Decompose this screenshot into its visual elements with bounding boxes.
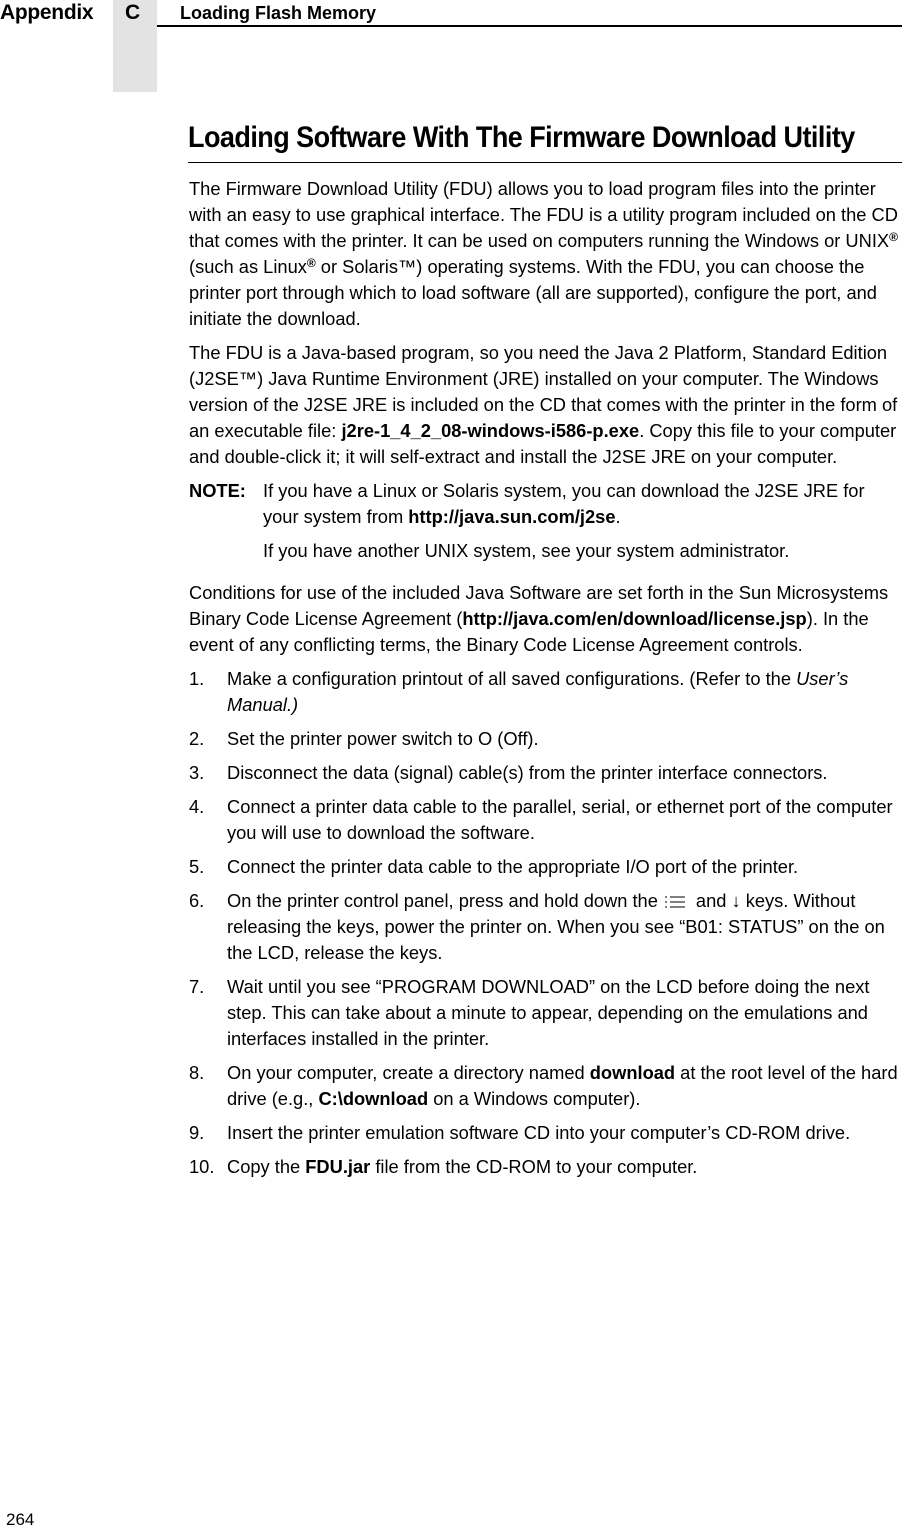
menu-key-icon <box>664 895 686 909</box>
step-list <box>189 666 902 1180</box>
note-block <box>189 478 902 572</box>
page-title: Loading Software With The Firmware Download Utility <box>188 121 855 154</box>
list-item: 3. Disconnect the data (signal) cable(s) from the printer interface connectors. <box>189 762 828 783</box>
list-item: 4. Connect a printer data cable to the parallel, serial, or ethernet port of the computer you will use to download the software. <box>189 796 893 843</box>
header-section-title: Loading Flash Memory <box>180 3 377 23</box>
note-label: NOTE: <box>189 480 246 501</box>
note-body: If you have a Linux or Solaris system, you can download the J2SE JRE for your system from http://java.sun.com/j2se. If you have another UNIX system, see your system administrator. <box>263 480 865 561</box>
list-item: 10. Copy the FDU.jar file from the CD-ROM to your computer. <box>189 1156 698 1177</box>
list-item: 6. On the printer control panel, press and hold down the and ↓ keys. Without releasing the keys, power the printer on. When you see “B01: STATUS” on the on the LCD, release the keys. <box>189 890 885 963</box>
list-item: 1. Make a configuration printout of all saved configurations. (Refer to the User’s Manual.) <box>189 668 849 715</box>
list-item: 5. Connect the printer data cable to the appropriate I/O port of the printer. <box>189 856 799 877</box>
list-item: 9. Insert the printer emulation software CD into your computer’s CD-ROM drive. <box>189 1122 851 1143</box>
license-paragraph: Conditions for use of the included Java Software are set forth in the Sun Microsystems Binary Code License Agreement (http://java.com/en/download/license.jsp). In the event of any conflicting terms, the Binary Code License Agreement controls. <box>189 582 889 655</box>
jre-paragraph: The FDU is a Java-based program, so you need the Java 2 Platform, Standard Edition (J2SE™) Java Runtime Environment (JRE) installed on your computer. The Windows version of the J2SE JRE is included on the CD that comes with the printer in the form of an executable file: j2re-1_4_2_08-windows-i586-p.exe. Copy this file to your computer and double-click it; it will self-extract and install the J2SE JRE on your computer. <box>189 342 898 467</box>
intro-paragraph: The Firmware Download Utility (FDU) allows you to load program files into the printer with an easy to use graphical interface. The FDU is a utility program included on the CD that comes with the printer. It can be used on computers running the Windows or UNIX® (such as Linux® or Solaris™) operating systems. With the FDU, you can choose the printer port through which to load software (all are supported), configure the port, and initiate the download. <box>189 178 898 329</box>
list-item: 7. Wait until you see “PROGRAM DOWNLOAD” on the LCD before doing the next step. This can take about a minute to appear, depending on the emulations and interfaces installed in the printer. <box>189 976 870 1049</box>
license-link[interactable]: http://java.com/en/download/license.jsp <box>462 608 807 629</box>
jre-file-name: j2re-1_4_2_08-windows-i586-p.exe <box>341 420 640 441</box>
header-appendix-label: Appendix <box>0 1 94 24</box>
appendix-letter: C <box>125 1 141 24</box>
main-content <box>189 176 902 1188</box>
list-item: 8. On your computer, create a directory named download at the root level of the hard drive (e.g., C:\download on a Windows computer). <box>189 1062 898 1109</box>
title-rule <box>188 162 902 163</box>
appendix-tab <box>113 0 157 92</box>
java-sun-link[interactable]: http://java.sun.com/j2se <box>408 506 616 527</box>
list-item: 2. Set the printer power switch to O (Off). <box>189 728 539 749</box>
page-number: 264 <box>6 1510 35 1529</box>
